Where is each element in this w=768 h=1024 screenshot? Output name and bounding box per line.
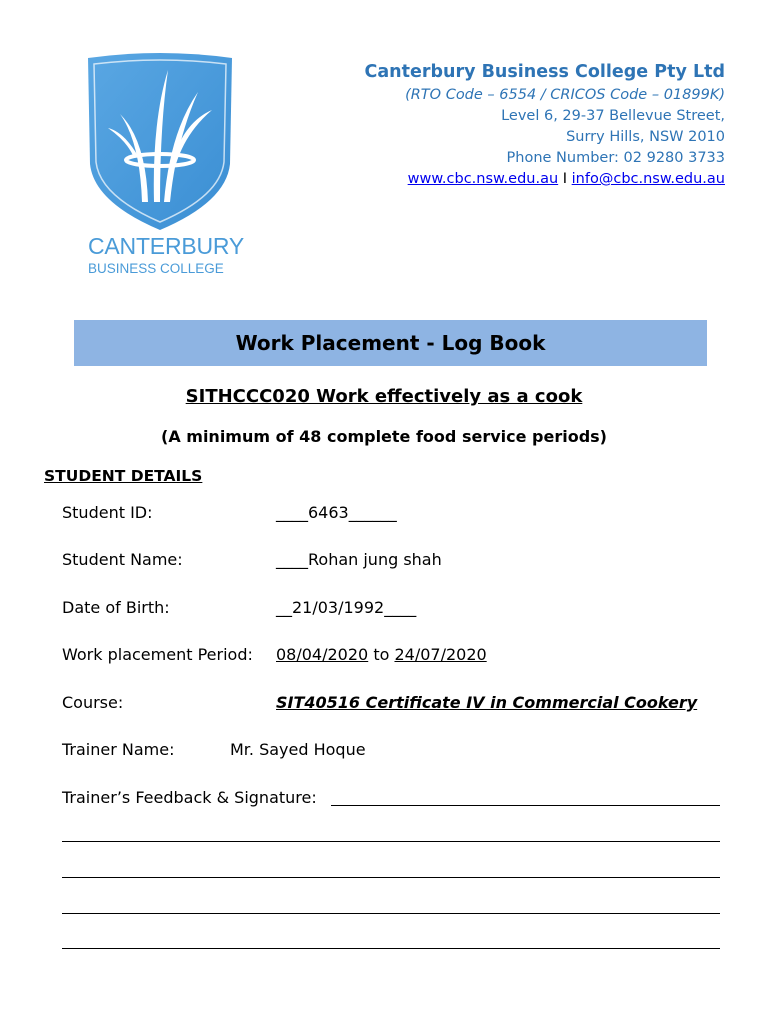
student-name-value: ____Rohan jung shah [276,550,442,569]
web-links [364,169,725,190]
period-from: 08/04/2020 [276,645,369,664]
email-link[interactable]: info@cbc.nsw.edu.au [571,171,725,187]
section-heading: STUDENT DETAILS [44,467,203,485]
feedback-line [331,805,720,806]
minimum-note: (A minimum of 48 complete food service periods) [161,427,607,446]
address-line-2: Surry Hills, NSW 2010 [566,129,725,145]
student-name-label: Student Name: [62,550,183,569]
student-id-label: Student ID: [62,503,153,522]
phone-number: Phone Number: 02 9280 3733 [506,150,725,166]
page-title: Work Placement - Log Book [235,331,546,355]
org-name: Canterbury Business College Pty Ltd [364,62,725,82]
student-id-value: ____6463______ [276,503,397,522]
dob-value: __21/03/1992____ [276,598,417,617]
course-value: SIT40516 Certificate IV in Commercial Cookery [276,693,698,712]
link-separator: I [562,171,568,187]
feedback-label: Trainer’s Feedback & Signature: [62,788,317,807]
address-line-1: Level 6, 29-37 Bellevue Street, [501,108,725,124]
period-to: 24/07/2020 [394,645,487,664]
trainer-value: Mr. Sayed Hoque [230,740,366,759]
period-value [276,645,487,664]
course-label: Course: [62,693,124,712]
feedback-line [62,913,720,914]
period-to-word: to [373,645,390,664]
rto-code: (RTO Code – 6554 / CRICOS Code – 01899K) [405,87,725,103]
feedback-line [62,948,720,949]
trainer-label: Trainer Name: [62,740,175,759]
logo-subtitle: BUSINESS COLLEGE [88,261,224,276]
dob-label: Date of Birth: [62,598,170,617]
logo-wordmark: CANTERBURY [88,233,245,259]
contact-block [364,60,725,190]
title-banner [74,320,707,366]
period-label: Work placement Period: [62,645,253,664]
unit-title: SITHCCC020 Work effectively as a cook [185,386,583,407]
feedback-line [62,841,720,842]
website-link[interactable]: www.cbc.nsw.edu.au [407,171,559,187]
feedback-line [62,877,720,878]
